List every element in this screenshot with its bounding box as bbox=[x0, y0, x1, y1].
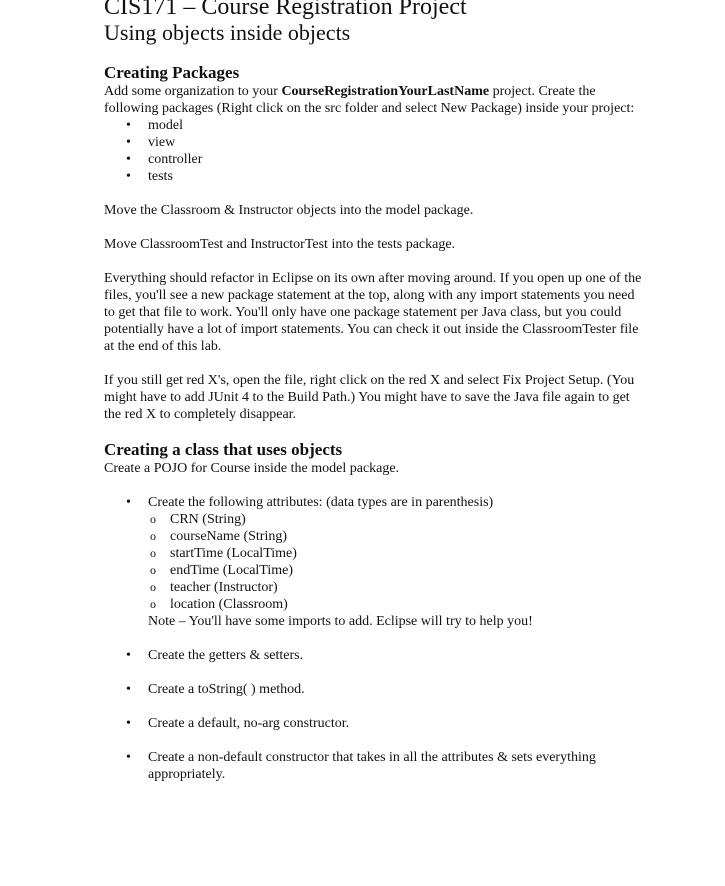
paragraph-refactor: Everything should refactor in Eclipse on its own after moving around. If you open up one of the files, you'll see a new package statement at the top, along with any import statements you need to get that file to work. You'll only have one package statement per Java class, but you could potentially have a lot of import statements. You can check it out inside the ClassroomTester file at the end of this lab. bbox=[104, 271, 642, 354]
section-heading-packages: Creating Packages bbox=[104, 63, 240, 82]
task-default-constructor: Create a default, no-arg constructor. bbox=[148, 716, 350, 731]
list-item bbox=[148, 579, 644, 596]
bullet-icon: • bbox=[126, 750, 131, 765]
list-item bbox=[148, 545, 644, 562]
attribute: courseName (String) bbox=[170, 529, 288, 544]
packages-intro bbox=[104, 83, 644, 117]
circle-bullet-icon: o bbox=[150, 546, 156, 560]
course-intro: Create a POJO for Course inside the model package. bbox=[104, 461, 400, 476]
list-item bbox=[104, 494, 644, 613]
bullet-icon: • bbox=[126, 648, 131, 663]
paragraph-move-classroom: Move the Classroom & Instructor objects into the model package. bbox=[104, 203, 474, 218]
imports-note: Note – You'll have some imports to add. Eclipse will try to help you! bbox=[148, 614, 533, 629]
attribute: CRN (String) bbox=[170, 512, 246, 527]
circle-bullet-icon: o bbox=[150, 597, 156, 611]
task-getters-setters: Create the getters & setters. bbox=[148, 648, 304, 663]
list-item bbox=[148, 528, 644, 545]
task-attributes: Create the following attributes: (data types are in parenthesis) bbox=[148, 495, 494, 510]
intro-text-post: project. Create the following packages (Right click on the src folder and select New Package) inside your project: bbox=[104, 84, 635, 116]
paragraph-move-tests: Move ClassroomTest and InstructorTest into the tests package. bbox=[104, 237, 456, 252]
list-item bbox=[104, 134, 644, 151]
list-item bbox=[104, 168, 644, 185]
task-list-2 bbox=[104, 647, 644, 783]
list-item bbox=[104, 715, 644, 732]
package-list bbox=[104, 117, 644, 185]
circle-bullet-icon: o bbox=[150, 529, 156, 543]
circle-bullet-icon: o bbox=[150, 580, 156, 594]
bullet-icon: • bbox=[126, 716, 131, 731]
attribute: startTime (LocalTime) bbox=[170, 546, 297, 561]
bullet-icon: • bbox=[126, 152, 131, 167]
document-title: CIS171 – Course Registration Project bbox=[104, 0, 467, 20]
bullet-icon: • bbox=[126, 135, 131, 150]
list-item bbox=[104, 117, 644, 134]
bullet-icon: • bbox=[126, 169, 131, 184]
list-item bbox=[104, 749, 644, 783]
task-list bbox=[104, 494, 644, 613]
paragraph-red-x: If you still get red X's, open the file, right click on the red X and select Fix Project Setup. (You might have to add JUnit 4 to the Build Path.) You might have to save the Java file again to get the red X to completely disappear. bbox=[104, 373, 635, 422]
section-heading-objects: Creating a class that uses objects bbox=[104, 440, 343, 459]
task-tostring: Create a toString( ) method. bbox=[148, 682, 305, 697]
document-subtitle: Using objects inside objects bbox=[104, 20, 351, 45]
package-name: view bbox=[148, 135, 176, 150]
package-name: tests bbox=[148, 169, 173, 184]
attribute-list bbox=[148, 511, 644, 613]
intro-text-pre: Add some organization to your bbox=[104, 84, 282, 99]
attribute: teacher (Instructor) bbox=[170, 580, 278, 595]
document-page bbox=[104, 0, 644, 783]
list-item bbox=[148, 596, 644, 613]
attribute: location (Classroom) bbox=[170, 597, 288, 612]
bullet-icon: • bbox=[126, 118, 131, 133]
attribute: endTime (LocalTime) bbox=[170, 563, 294, 578]
list-item bbox=[104, 151, 644, 168]
circle-bullet-icon: o bbox=[150, 512, 156, 526]
project-name: CourseRegistrationYourLastName bbox=[281, 84, 490, 99]
bullet-icon: • bbox=[126, 495, 131, 510]
task-full-constructor: Create a non-default constructor that takes in all the attributes & sets everything appropriately. bbox=[148, 750, 596, 782]
package-name: model bbox=[148, 118, 183, 133]
list-item bbox=[104, 681, 644, 698]
list-item bbox=[104, 647, 644, 664]
bullet-icon: • bbox=[126, 682, 131, 697]
list-item bbox=[148, 562, 644, 579]
package-name: controller bbox=[148, 152, 203, 167]
circle-bullet-icon: o bbox=[150, 563, 156, 577]
list-item bbox=[148, 511, 644, 528]
